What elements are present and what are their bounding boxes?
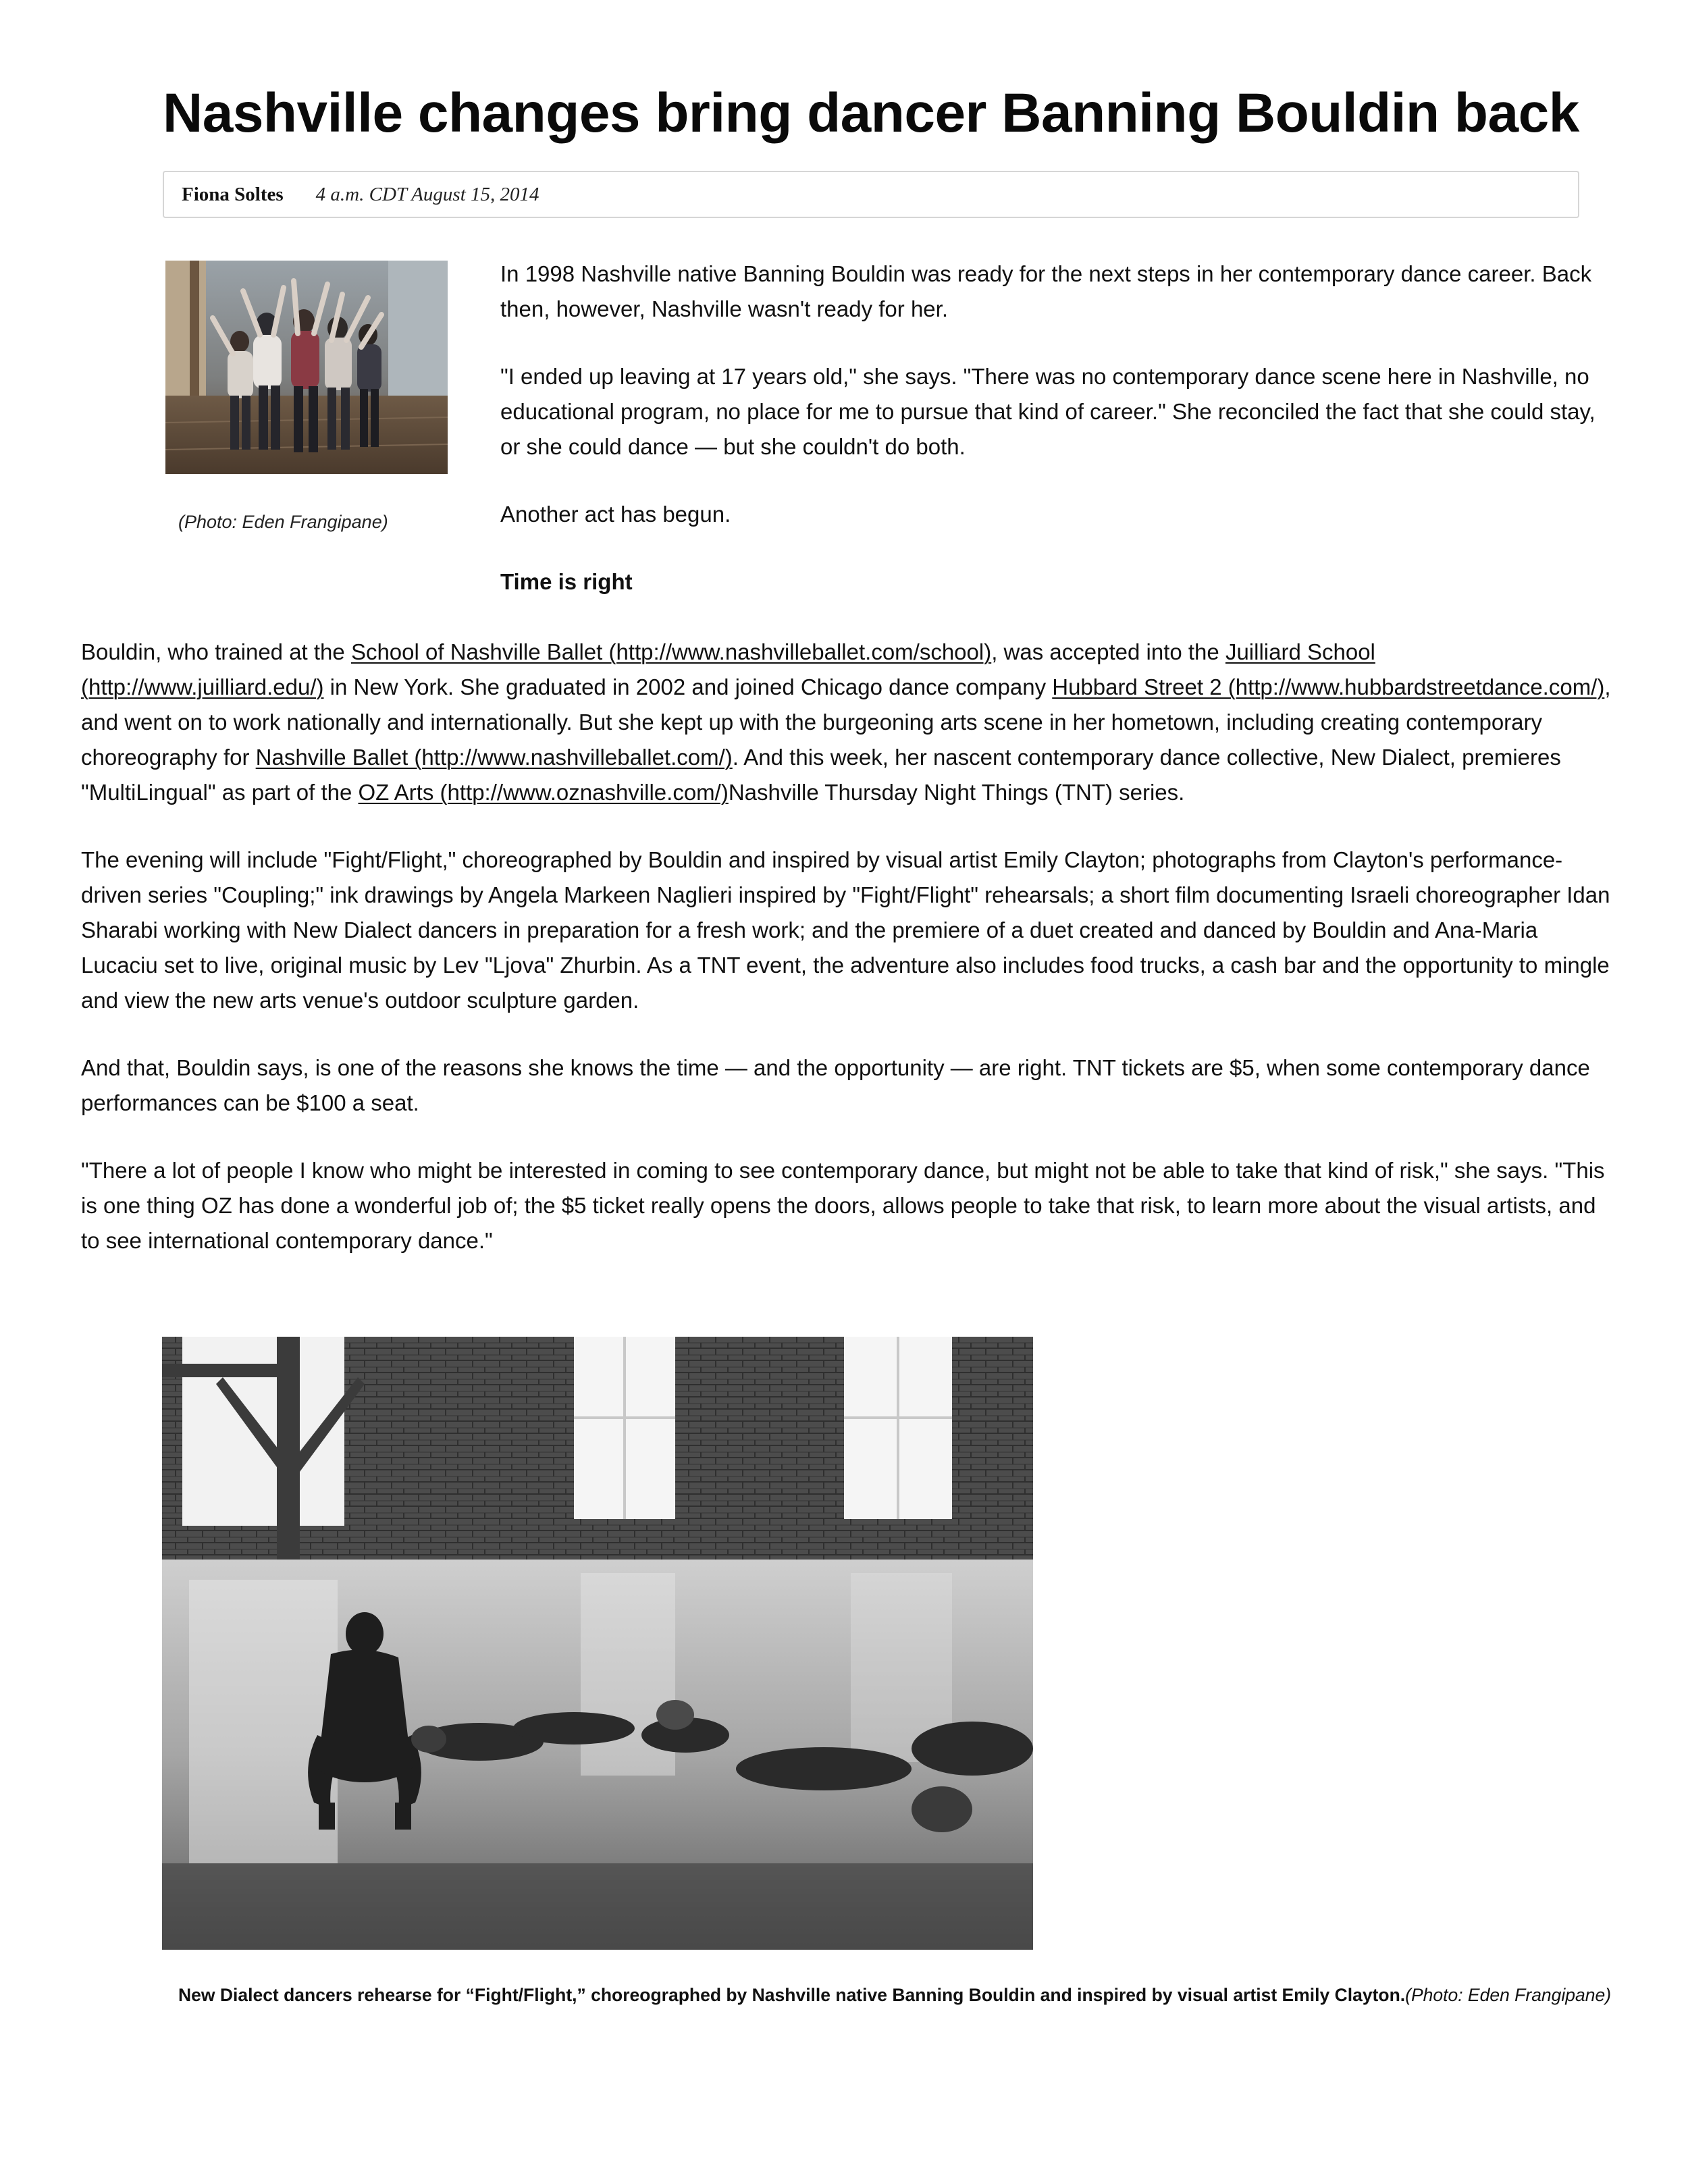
text-run: , was accepted into the bbox=[991, 639, 1225, 664]
paragraph bbox=[81, 635, 1620, 810]
article-headline: Nashville changes bring dancer Banning Bouldin back bbox=[163, 82, 1579, 144]
paragraph: The evening will include "Fight/Flight," choreographed by Bouldin and inspired by visual artist Emily Clayton; photographs from Clayton's performance-driven series "Coupling;" ink drawings by Angela Markeen Naglieri inspired by "Fight/Flight" rehearsals; a short film documenting Israeli choreographer Idan Sharabi working with New Dialect dancers in preparation for a fresh work; and the premiere of a duet created and danced by Bouldin and Ana-Maria Lucaciu set to live, original music by Lev "Ljova" Zhurbin. As a TNT event, the adventure also includes food trucks, a cash bar and the opportunity to mingle and view the new arts venue's outdoor sculpture garden. bbox=[81, 847, 1610, 1013]
link-juilliard-school[interactable]: Juilliard School (http://www.juilliard.edu/) bbox=[81, 639, 1375, 699]
paragraph: And that, Bouldin says, is one of the reasons she knows the time — and the opportunity — are right. TNT tickets are $5, when some contemporary dance performances can be $100 a seat. bbox=[81, 1055, 1590, 1115]
paragraph: In 1998 Nashville native Banning Bouldin was ready for the next steps in her contemporary dance career. Back then, however, Nashville wasn't ready for her. bbox=[500, 261, 1592, 321]
top-photo[interactable] bbox=[165, 261, 448, 474]
paragraph: "There a lot of people I know who might be interested in coming to see contemporary dance, but might not be able to take that kind of risk," she says. "This is one thing OZ has done a wonderful job of; the $5 ticket really opens the doors, allows people to take that risk, to learn more about the visual artists, and to see international contemporary dance." bbox=[81, 1158, 1605, 1253]
subheading: Time is right bbox=[500, 569, 633, 594]
text-run: , and went on to work nationally and internationally. But she kept up with the burgeoning arts scene in her hometown, including creating contemporary choreography for bbox=[81, 674, 1611, 770]
link-oz-arts[interactable]: OZ Arts (http://www.oznashville.com/) bbox=[358, 780, 729, 805]
top-photo-credit: (Photo: Eden Frangipane) bbox=[178, 512, 388, 532]
link-school-of-nashville-ballet[interactable]: School of Nashville Ballet (http://www.nashvilleballet.com/school) bbox=[350, 639, 992, 664]
byline bbox=[163, 171, 1579, 218]
paragraph: "I ended up leaving at 17 years old," she says. "There was no contemporary dance scene here in Nashville, no educational program, no place for me to pursue that kind of career." She reconciled the fact that she could stay, or she could dance — but she couldn't do both. bbox=[500, 364, 1595, 459]
text-run: in New York. She graduated in 2002 and joined Chicago dance company bbox=[323, 674, 1053, 699]
text-run: . And this week, her nascent contemporary dance collective, New Dialect, premieres "MultiLingual" as part of the bbox=[81, 745, 1561, 805]
publish-date: 4 a.m. CDT August 15, 2014 bbox=[315, 183, 539, 205]
author-name[interactable]: Fiona Soltes bbox=[182, 183, 284, 205]
intro-column bbox=[500, 257, 1621, 600]
link-hubbard-street-2[interactable]: Hubbard Street 2 (http://www.hubbardstreetdance.com/) bbox=[1052, 674, 1605, 699]
bottom-photo[interactable] bbox=[162, 1337, 1033, 1950]
link-nashville-ballet[interactable]: Nashville Ballet (http://www.nashvilleballet.com/) bbox=[255, 745, 733, 770]
text-run: Bouldin, who trained at the bbox=[81, 639, 351, 664]
caption-text: New Dialect dancers rehearse for “Fight/Flight,” choreographed by Nashville native Banning Bouldin and inspired by visual artist Emily Clayton. bbox=[178, 1985, 1406, 2005]
article-body bbox=[81, 635, 1620, 1291]
text-run: Nashville Thursday Night Things (TNT) series. bbox=[728, 780, 1185, 805]
bottom-photo-caption bbox=[178, 1985, 1611, 2006]
caption-credit: (Photo: Eden Frangipane) bbox=[1405, 1985, 1612, 2005]
paragraph: Another act has begun. bbox=[500, 502, 731, 527]
